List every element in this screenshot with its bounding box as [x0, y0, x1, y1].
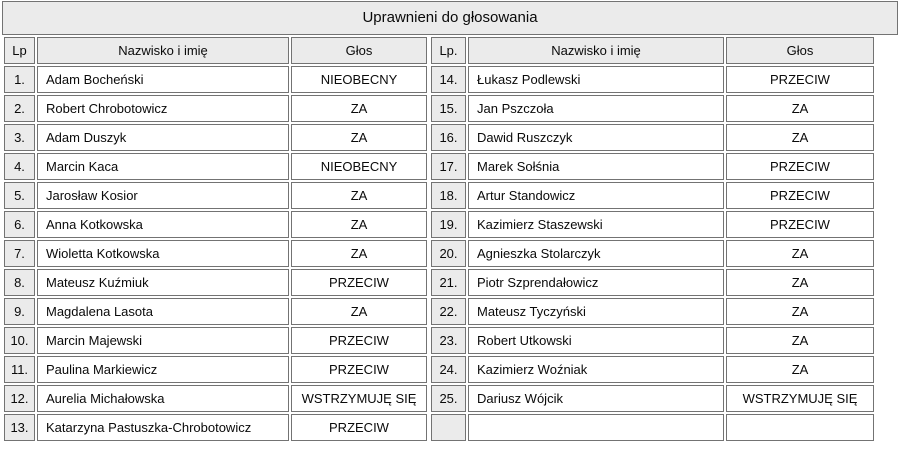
table-row — [4, 298, 427, 325]
table-row — [4, 124, 427, 151]
column-header-lp: Lp — [4, 37, 35, 64]
cell-vote: PRZECIW — [726, 182, 874, 209]
cell-name: Paulina Markiewicz — [37, 356, 289, 383]
cell-lp: 13. — [4, 414, 35, 441]
cell-vote: WSTRZYMUJĘ SIĘ — [291, 385, 427, 412]
cell-name: Katarzyna Pastuszka-Chrobotowicz — [37, 414, 289, 441]
table-row — [431, 95, 874, 122]
table-row — [431, 211, 874, 238]
table-row — [4, 95, 427, 122]
cell-vote: PRZECIW — [291, 327, 427, 354]
cell-vote: ZA — [726, 269, 874, 296]
cell-name: Piotr Szprendałowicz — [468, 269, 724, 296]
table-row — [4, 385, 427, 412]
cell-vote: PRZECIW — [726, 66, 874, 93]
table-row — [4, 240, 427, 267]
cell-name: Kazimierz Woźniak — [468, 356, 724, 383]
cell-name: Jan Pszczoła — [468, 95, 724, 122]
table-row — [431, 153, 874, 180]
header-row — [4, 37, 427, 64]
cell-vote: ZA — [291, 298, 427, 325]
cell-name: Aurelia Michałowska — [37, 385, 289, 412]
cell-name: Kazimierz Staszewski — [468, 211, 724, 238]
cell-lp: 20. — [431, 240, 466, 267]
cell-name — [468, 414, 724, 441]
cell-vote: NIEOBECNY — [291, 66, 427, 93]
table-row — [431, 182, 874, 209]
cell-lp: 23. — [431, 327, 466, 354]
cell-vote: ZA — [726, 298, 874, 325]
cell-lp: 2. — [4, 95, 35, 122]
cell-lp: 14. — [431, 66, 466, 93]
cell-name: Artur Standowicz — [468, 182, 724, 209]
cell-vote: NIEOBECNY — [291, 153, 427, 180]
cell-vote: ZA — [726, 327, 874, 354]
column-header-name: Nazwisko i imię — [468, 37, 724, 64]
cell-vote: ZA — [291, 240, 427, 267]
cell-name: Robert Chrobotowicz — [37, 95, 289, 122]
cell-name: Mateusz Tyczyński — [468, 298, 724, 325]
table-row — [431, 327, 874, 354]
cell-vote: ZA — [291, 182, 427, 209]
cell-lp: 7. — [4, 240, 35, 267]
table-row — [4, 211, 427, 238]
table-row — [431, 385, 874, 412]
table-row — [4, 327, 427, 354]
cell-lp: 17. — [431, 153, 466, 180]
cell-vote: PRZECIW — [726, 153, 874, 180]
cell-name: Anna Kotkowska — [37, 211, 289, 238]
cell-name: Marek Sołśnia — [468, 153, 724, 180]
cell-lp: 3. — [4, 124, 35, 151]
page-title: Uprawnieni do głosowania — [2, 1, 898, 35]
cell-name: Agnieszka Stolarczyk — [468, 240, 724, 267]
cell-name: Mateusz Kuźmiuk — [37, 269, 289, 296]
table-row — [431, 269, 874, 296]
cell-name: Dariusz Wójcik — [468, 385, 724, 412]
table-row — [431, 240, 874, 267]
table-row — [4, 182, 427, 209]
table-row — [4, 356, 427, 383]
voting-panel — [2, 1, 898, 443]
cell-vote: ZA — [726, 95, 874, 122]
cell-name: Robert Utkowski — [468, 327, 724, 354]
table-row — [4, 269, 427, 296]
cell-vote: ZA — [291, 211, 427, 238]
cell-lp: 25. — [431, 385, 466, 412]
cell-lp: 6. — [4, 211, 35, 238]
cell-vote: ZA — [291, 124, 427, 151]
cell-vote: PRZECIW — [291, 414, 427, 441]
voting-table-right — [429, 35, 876, 443]
tables-container — [2, 35, 898, 443]
column-header-vote: Głos — [291, 37, 427, 64]
cell-name: Łukasz Podlewski — [468, 66, 724, 93]
cell-lp: 19. — [431, 211, 466, 238]
header-row — [431, 37, 874, 64]
cell-lp: 11. — [4, 356, 35, 383]
table-body-left — [4, 66, 427, 441]
table-row — [4, 153, 427, 180]
table-row — [431, 124, 874, 151]
cell-name: Marcin Kaca — [37, 153, 289, 180]
cell-name: Jarosław Kosior — [37, 182, 289, 209]
cell-lp: 22. — [431, 298, 466, 325]
cell-name: Magdalena Lasota — [37, 298, 289, 325]
cell-lp: 21. — [431, 269, 466, 296]
cell-lp: 12. — [4, 385, 35, 412]
cell-vote: WSTRZYMUJĘ SIĘ — [726, 385, 874, 412]
table-row — [431, 66, 874, 93]
cell-lp: 5. — [4, 182, 35, 209]
cell-vote: ZA — [726, 356, 874, 383]
table-row — [4, 66, 427, 93]
cell-lp — [431, 414, 466, 441]
column-header-name: Nazwisko i imię — [37, 37, 289, 64]
cell-name: Marcin Majewski — [37, 327, 289, 354]
table-row — [431, 298, 874, 325]
cell-vote: ZA — [726, 124, 874, 151]
table-body-right — [431, 66, 874, 441]
table-row — [431, 414, 874, 441]
cell-lp: 15. — [431, 95, 466, 122]
cell-name: Wioletta Kotkowska — [37, 240, 289, 267]
column-header-lp: Lp. — [431, 37, 466, 64]
cell-vote — [726, 414, 874, 441]
table-row — [431, 356, 874, 383]
cell-vote: ZA — [291, 95, 427, 122]
cell-lp: 18. — [431, 182, 466, 209]
cell-name: Dawid Ruszczyk — [468, 124, 724, 151]
cell-lp: 16. — [431, 124, 466, 151]
cell-name: Adam Duszyk — [37, 124, 289, 151]
cell-lp: 1. — [4, 66, 35, 93]
cell-name: Adam Bocheński — [37, 66, 289, 93]
voting-table-left — [2, 35, 429, 443]
cell-vote: PRZECIW — [291, 356, 427, 383]
column-header-vote: Głos — [726, 37, 874, 64]
cell-lp: 24. — [431, 356, 466, 383]
cell-lp: 9. — [4, 298, 35, 325]
cell-lp: 4. — [4, 153, 35, 180]
cell-vote: PRZECIW — [291, 269, 427, 296]
table-row — [4, 414, 427, 441]
cell-lp: 8. — [4, 269, 35, 296]
cell-vote: ZA — [726, 240, 874, 267]
cell-vote: PRZECIW — [726, 211, 874, 238]
cell-lp: 10. — [4, 327, 35, 354]
